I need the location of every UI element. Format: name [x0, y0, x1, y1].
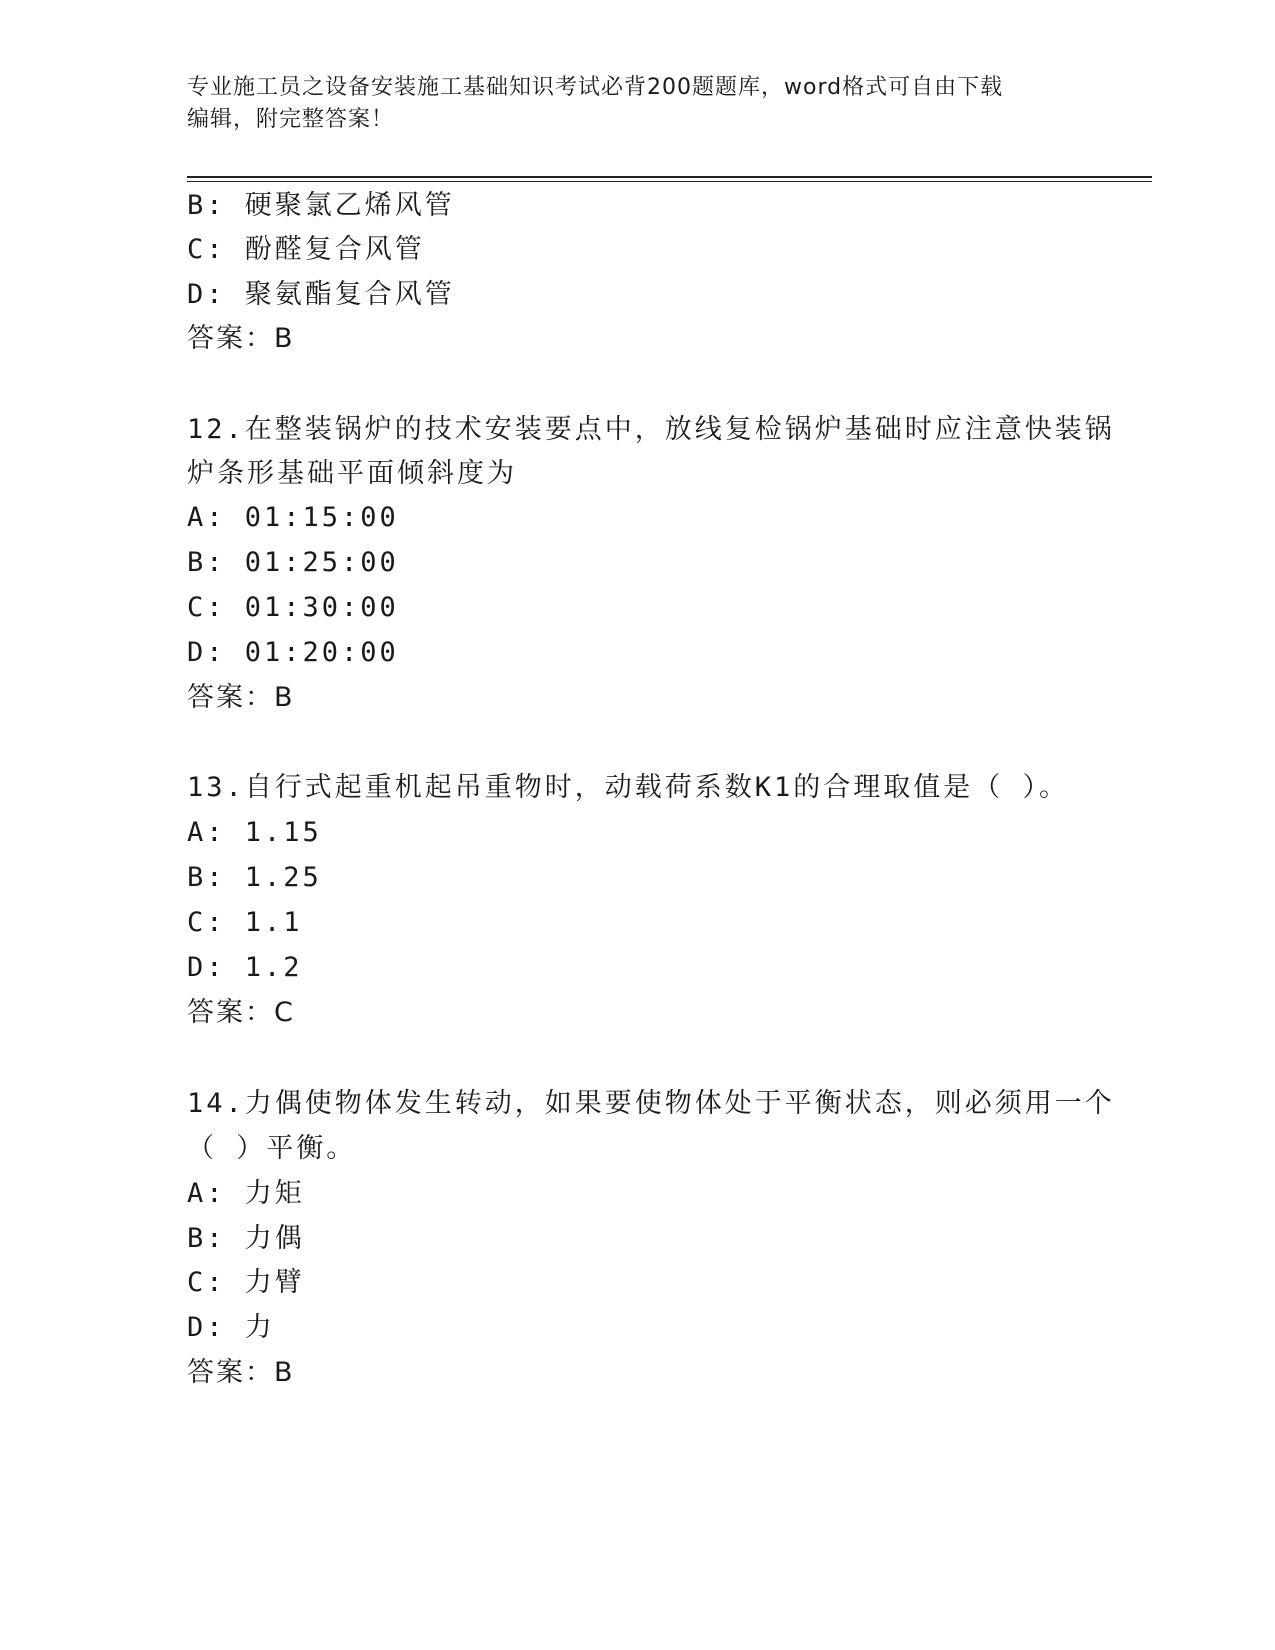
- header-title-line-2: 编辑，附完整答案！: [187, 107, 395, 132]
- q12-question-line-1: 12.在整装锅炉的技术安装要点中，放线复检锅炉基础时应注意快装锅: [187, 414, 1115, 445]
- header-title-line-1: 专业施工员之设备安装施工基础知识考试必背200题题库，word格式可自由下载: [187, 75, 1004, 100]
- q11-option-c: C: 酚醛复合风管: [187, 234, 425, 265]
- q13-option-c: C: 1.1: [187, 907, 303, 938]
- q14-option-b: B: 力偶: [187, 1223, 305, 1254]
- q12-option-c: C: 01:30:00: [187, 592, 399, 623]
- q13-answer: 答案：C: [187, 997, 295, 1028]
- q11-option-b: B: 硬聚氯乙烯风管: [187, 190, 455, 221]
- q14-option-d: D: 力: [187, 1312, 275, 1343]
- q12-answer: 答案：B: [187, 682, 295, 713]
- q12-option-d: D: 01:20:00: [187, 637, 399, 668]
- header-divider-thick: [187, 176, 1152, 178]
- q14-question-line-1: 14.力偶使物体发生转动，如果要使物体处于平衡状态，则必须用一个: [187, 1088, 1115, 1119]
- q13-option-a: A: 1.15: [187, 817, 322, 848]
- q14-question-line-2: （ ）平衡。: [187, 1133, 357, 1164]
- q13-option-d: D: 1.2: [187, 952, 303, 983]
- q13-question-line-1: 13.自行式起重机起吊重物时，动载荷系数K1的合理取值是（ ）。: [187, 772, 1070, 803]
- q14-option-c: C: 力臂: [187, 1267, 305, 1298]
- header-divider-thin: [187, 181, 1152, 182]
- q12-option-a: A: 01:15:00: [187, 502, 399, 533]
- q13-option-b: B: 1.25: [187, 862, 322, 893]
- q14-option-a: A: 力矩: [187, 1178, 305, 1209]
- q14-answer: 答案：B: [187, 1357, 295, 1388]
- q12-question-line-2: 炉条形基础平面倾斜度为: [187, 458, 517, 489]
- q11-answer: 答案：B: [187, 323, 295, 354]
- q12-option-b: B: 01:25:00: [187, 547, 399, 578]
- q11-option-d: D: 聚氨酯复合风管: [187, 279, 455, 310]
- document-header: [187, 72, 1067, 136]
